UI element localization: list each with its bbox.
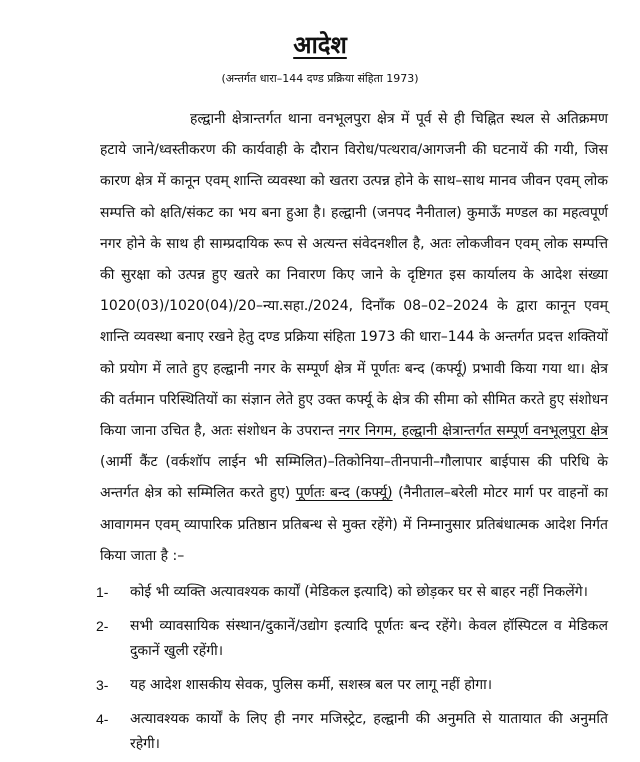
list-item <box>96 707 608 757</box>
underlined-curfew: पूर्णतः बन्द (कर्फ्यू) <box>295 485 393 502</box>
list-item-number: 1- <box>96 584 109 601</box>
list-item-text: सभी व्यावसायिक संस्थान/दुकानें/उद्योग इत्यादि पूर्णतः बन्द रहेंगे। केवल हॉस्पिटल व मेडिकल दुकानें खुली रहेंगी। <box>130 618 608 660</box>
list-item-text: कोई भी व्यक्ति अत्यावश्यक कार्यों (मेडिकल इत्यादि) को छोड़कर घर से बाहर नहीं निकलेंगे। <box>130 584 588 601</box>
order-list <box>96 580 608 757</box>
underlined-area: नगर निगम, हल्द्वानी क्षेत्रान्तर्गत सम्पूर्ण वनभूलपुरा क्षेत्र <box>338 423 608 440</box>
list-item-text: यह आदेश शासकीय सेवक, पुलिस कर्मी, सशस्त्र बल पर लागू नहीं होगा। <box>130 677 493 694</box>
list-item-number: 2- <box>96 618 109 635</box>
list-item <box>96 673 608 698</box>
page-subtitle: (अन्तर्गत धारा–144 दण्ड प्रक्रिया संहिता 1973) <box>221 72 419 85</box>
list-item <box>96 580 608 605</box>
list-item <box>96 614 608 664</box>
paragraph-text-2: (आर्मी कैंट (वर्कशॉप लाईन भी सम्मिलित)–तिकोनिया–तीनपानी–गौलापार बाईपास की परिधि के अन्तर्गत क्षेत्र को सम्मिलित करते हुए) <box>100 454 608 502</box>
order-paragraph <box>100 104 608 572</box>
paragraph-text-3: (नैनीताल–बरेली मोटर मार्ग पर वाहनों का आवागमन एवम् व्यापारिक प्रतिष्ठान प्रतिबन्ध से मुक्त रहेंगे) में निम्नानुसार प्रतिबंधात्मक आदेश निर्गत किया जाता है :– <box>100 485 608 564</box>
list-item-number: 3- <box>96 677 109 694</box>
list-item-number: 4- <box>96 711 109 728</box>
list-item-text: अत्यावश्यक कार्यों के लिए ही नगर मजिस्ट्रेट, हल्द्वानी की अनुमति से यातायात की अनुमति रहेगी। <box>130 711 608 753</box>
paragraph-text-1: हल्द्वानी क्षेत्रान्तर्गत थाना वनभूलपुरा क्षेत्र में पूर्व से ही चिह्नित स्थल से अतिक्रमण हटाये जाने/ध्वस्तीकरण की कार्यवाही के दौरान विरोध/पत्थराव/आगजनी की घटनायें की गयी, जिस कारण क्षेत्र में कानून एवम् शान्ति व्यवस्था को खतरा उत्पन्न होने के साथ–साथ मानव जीवन एवम् लोक सम्पत्ति को क्षति/संकट का भय बना हुआ है। हल्द्वानी (जनपद नैनीताल) कुमाऊँ मण्डल का महत्वपूर्ण नगर होने के साथ ही साम्प्रदायिक रूप से अत्यन्त संवेदनशील है, अतः लोकजीवन एवम् लोक सम्पत्ति की सुरक्षा को उत्पन्न हुए खतरे का निवारण किए जाने के दृष्टिगत इस कार्यालय के आदेश संख्या 1020(03)/1020(04)/20–न्या.सहा./2024, दिनाँक 08–02–2024 के द्वारा कानून एवम् शान्ति व्यवस्था बनाए रखने हेतु दण्ड प्रक्रिया संहिता 1973 की धारा–144 के अन्तर्गत प्रदत्त शक्तियों को प्रयोग में लाते हुए हल्द्वानी नगर के सम्पूर्ण क्षेत्र में पूर्णतः बन्द (कर्फ्यू) प्रभावी किया गया था। क्षेत्र की वर्तमान परिस्थितियों का संज्ञान लेते हुए उक्त कर्फ्यू के क्षेत्र की सीमा को सीमित करते हुए संशोधन किया जाना उचित है, अतः संशोधन के उपरान्त <box>100 111 608 440</box>
page-title: आदेश <box>293 31 347 59</box>
